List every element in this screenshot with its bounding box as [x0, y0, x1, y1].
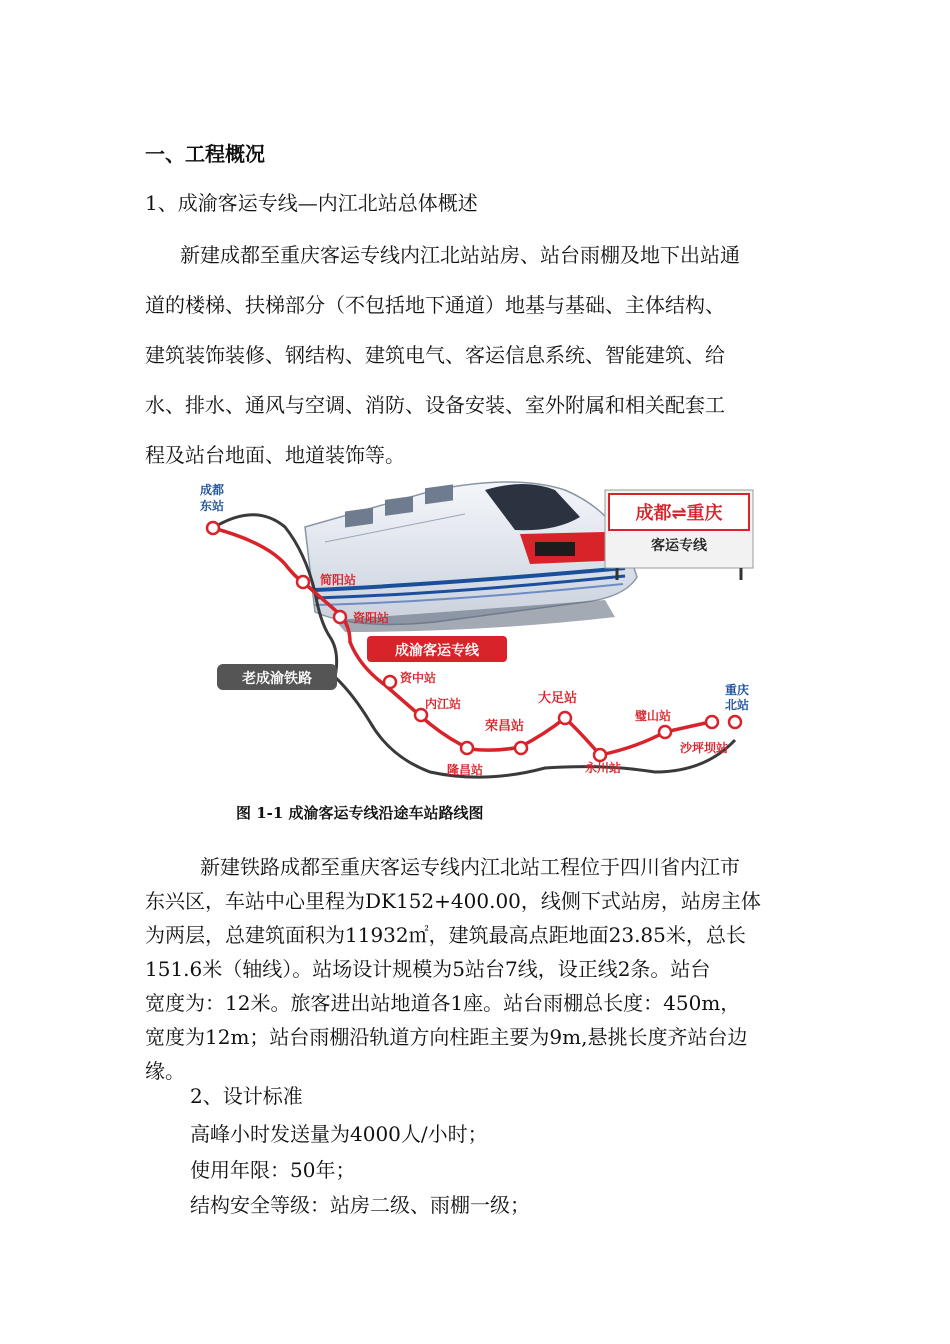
station-dot: [515, 742, 527, 754]
station-label: 沙坪坝站: [680, 741, 729, 755]
station-label: 北站: [725, 698, 750, 712]
paragraph-line: 水、排水、通风与空调、消防、设备安装、室外附属和相关配套工: [145, 393, 725, 417]
station-dot: [559, 712, 571, 724]
standard-item: 使用年限：50年；: [190, 1158, 356, 1182]
paragraph-line: 宽度为12m；站台雨棚沿轨道方向柱距主要为9m,悬挑长度齐站台边: [145, 1025, 748, 1049]
old-line-label: 老成渝铁路: [242, 671, 312, 687]
station-dot: [207, 522, 219, 534]
station-dot: [334, 611, 346, 623]
paragraph-line: 151.6米（轴线）。站场设计规模为5站台7线，设正线2条。站台: [145, 957, 711, 981]
standard-item: 结构安全等级：站房二级、雨棚一级；: [190, 1193, 530, 1217]
paragraph-line: 东兴区，车站中心里程为DK152+400.00，线侧下式站房，站房主体: [145, 889, 761, 913]
section-title: 一、工程概况: [145, 142, 265, 166]
sign-title: 成都⇌重庆: [635, 503, 723, 524]
paragraph-line: 新建铁路成都至重庆客运专线内江北站工程位于四川省内江市: [200, 855, 740, 879]
paragraph-line: 建筑装饰装修、钢结构、建筑电气、客运信息系统、智能建筑、给: [145, 343, 725, 367]
station-label: 内江站: [425, 697, 462, 711]
paragraph-line: 程及站台地面、地道装饰等。: [145, 443, 405, 467]
station-label: 永川站: [585, 761, 622, 775]
station-dot: [706, 716, 718, 728]
station-dot: [594, 749, 606, 761]
station-dot: [297, 576, 309, 588]
station-label: 隆昌站: [447, 763, 484, 777]
route-map-image: [185, 472, 765, 792]
route-sign: [605, 490, 753, 580]
station-dot: [729, 716, 741, 728]
new-line-badge: [367, 636, 507, 662]
station-dot: [384, 676, 396, 688]
old-line-badge: [217, 664, 337, 690]
station-label: 资阳站: [353, 611, 390, 625]
paragraph-line: 新建成都至重庆客运专线内江北站站房、站台雨棚及地下出站通: [180, 243, 740, 267]
station-label: 东站: [200, 499, 225, 513]
paragraph-line: 缘。: [145, 1059, 185, 1083]
station-label: 成都: [200, 483, 225, 497]
station-dot: [461, 742, 473, 754]
subsection-title-overview: 1、成渝客运专线—内江北站总体概述: [145, 191, 478, 215]
paragraph-line: 宽度为：12米。旅客进出站地道各1座。站台雨棚总长度：450m，: [145, 991, 741, 1015]
overview-paragraph: [145, 230, 810, 480]
station-label: 资中站: [400, 671, 437, 685]
station-label: 璧山站: [635, 709, 672, 723]
route-map-figure: [185, 472, 765, 792]
station-label: 大足站: [538, 691, 578, 706]
station-dot: [659, 726, 671, 738]
standard-item: 高峰小时发送量为4000人/小时；: [190, 1122, 488, 1146]
paragraph-line: 道的楼梯、扶梯部分（不包括地下通道）地基与基础、主体结构、: [145, 293, 725, 317]
sign-subtitle: 客运专线: [651, 538, 707, 554]
new-line-label: 成渝客运专线: [395, 643, 479, 659]
station-label: 简阳站: [320, 573, 357, 587]
subsection-title-design-standard: 2、设计标准: [190, 1084, 303, 1108]
station-label: 重庆: [725, 683, 750, 697]
station-label: 荣昌站: [485, 719, 525, 734]
station-details-paragraph: [145, 850, 810, 1088]
paragraph-line: 为两层，总建筑面积为11932㎡，建筑最高点距地面23.85米，总长: [145, 923, 746, 947]
figure-caption: 图 1-1 成渝客运专线沿途车站路线图: [236, 804, 484, 822]
